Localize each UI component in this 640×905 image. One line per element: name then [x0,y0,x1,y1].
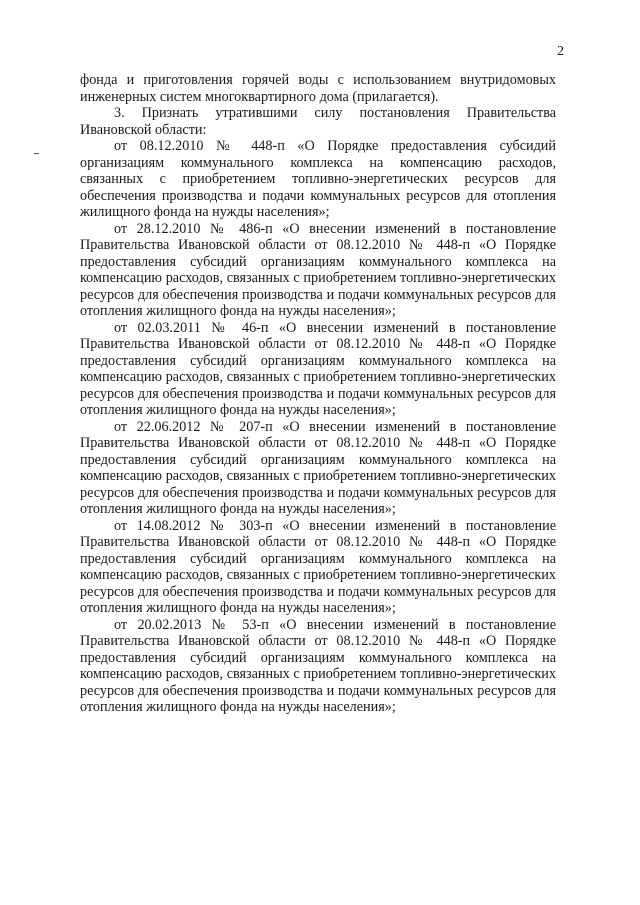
paragraph-repealed-resolution-53: от 20.02.2013 № 53-п «О внесении изменений в постановление Правительства Ивановской области от 08.12.2010 № 448-п «О Порядке предоставления субсидий организациям коммунального комплекса на компенсацию расходов, связанных с приобретением топливно-энергетических ресурсов для обеспечения производства и подачи коммунальных ресурсов для отопления жилищного фонда на нужды населения»; [80,616,556,715]
paragraph-repealed-resolution-486: от 28.12.2010 № 486-п «О внесении изменений в постановление Правительства Ивановской области от 08.12.2010 № 448-п «О Порядке предоставления субсидий организациям коммунального комплекса на компенсацию расходов, связанных с приобретением топливно-энергетических ресурсов для обеспечения производства и подачи коммунальных ресурсов для отопления жилищного фонда на нужды населения»; [80,220,556,319]
page-number: 2 [557,44,564,59]
paragraph-continuation: фонда и приготовления горячей воды с использованием внутридомовых инженерных систем многоквартирного дома (прилагается). [80,72,556,105]
scan-artifact-mark [34,153,39,154]
paragraph-repealed-resolution-207: от 22.06.2012 № 207-п «О внесении изменений в постановление Правительства Ивановской области от 08.12.2010 № 448-п «О Порядке предоставления субсидий организациям коммунального комплекса на компенсацию расходов, связанных с приобретением топливно-энергетических ресурсов для обеспечения производства и подачи коммунальных ресурсов для отопления жилищного фонда на нужды населения»; [80,418,556,517]
paragraph-repealed-resolution-46: от 02.03.2011 № 46-п «О внесении изменений в постановление Правительства Ивановской области от 08.12.2010 № 448-п «О Порядке предоставления субсидий организациям коммунального комплекса на компенсацию расходов, связанных с приобретением топливно-энергетических ресурсов для обеспечения производства и подачи коммунальных ресурсов для отопления жилищного фонда на нужды населения»; [80,319,556,418]
paragraph-repealed-resolution-303: от 14.08.2012 № 303-п «О внесении изменений в постановление Правительства Ивановской области от 08.12.2010 № 448-п «О Порядке предоставления субсидий организациям коммунального комплекса на компенсацию расходов, связанных с приобретением топливно-энергетических ресурсов для обеспечения производства и подачи коммунальных ресурсов для отопления жилищного фонда на нужды населения»; [80,517,556,616]
paragraph-item-3-heading: 3. Признать утратившими силу постановления Правительства Ивановской области: [80,105,556,138]
paragraph-repealed-resolution-448: от 08.12.2010 № 448-п «О Порядке предоставления субсидий организациям коммунального комплекса на компенсацию расходов, связанных с приобретением топливно-энергетических ресурсов для обеспечения производства и подачи коммунальных ресурсов для отопления жилищного фонда на нужды населения»; [80,138,556,220]
document-body [80,72,556,716]
